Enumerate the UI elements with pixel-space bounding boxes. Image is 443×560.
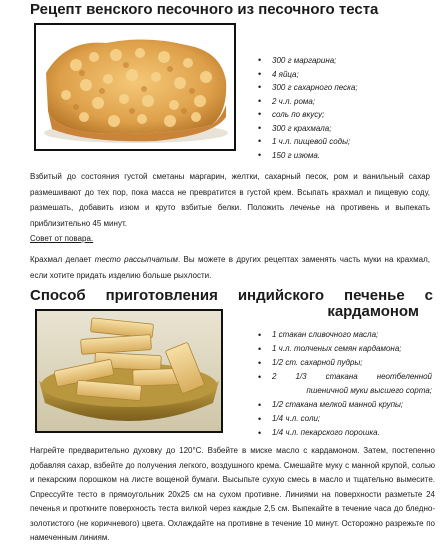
ingredient-word: неотбеленной [376,372,432,381]
title-word: печенье [344,287,405,304]
ingredient-item: • 1/4 ч.л. пекарского порошка. [258,426,438,440]
recipe1-method [30,169,430,231]
ingredient-item: • 1 стакан сливочного масла; [258,328,438,342]
chef-advice-link[interactable]: Совет от повара. [30,234,94,243]
recipe1-ingredient-list [258,54,438,162]
ingredient-word: стакана [325,372,358,381]
ingredient-item: • 1/2 ст. сахарной пудры; [258,356,438,370]
ingredient-item: • 1 ч.л. толченых семян кардамона; [258,342,438,356]
ingredient-item: • 150 г изюма. [258,149,438,163]
ingredient-item: • 1/4 ч.л. соли; [258,412,438,426]
method-text-end: на противень и выпекать приблизительно 45 минут. [30,203,430,228]
chef-advice-text [30,252,430,283]
crumble-cake-illustration [36,25,234,149]
title-line2: кардамоном [327,303,419,320]
cookies-plate-illustration [37,311,221,431]
title-word: индийского [237,287,325,304]
ingredient-item: • 4 яйца; [258,68,438,82]
ingredient-item: • 300 г маргарина; [258,54,438,68]
ingredient-item: • 300 г сахарного песка; [258,81,438,95]
advice-italic: тесто рассыпчатым [94,255,178,264]
ingredient-item: • 300 г крахмала; [258,122,438,136]
ingredient-item: • 2 ч.л. рома; [258,95,438,109]
title-word: Способ [30,287,86,304]
ingredient-item: • соль по вкусу; [258,108,438,122]
advice-text: Крахмал делает [30,255,95,264]
ingredient-line2: пшеничной муки высшего сорта; [306,386,432,395]
ingredient-item: • 1 ч.л. пищевой соды; [258,135,438,149]
recipe2-method: Нагрейте предварительно духовку до 120°C. Взбейте в миске масло с кардамоном. Затем, постепенно добавляя сахар, взбейте до получения легкого, воздушного крема. Смешайте муку с манной крупой, солью и пекарским порошком на листе вощеной бумаги. Высыпьте сухую смесь в масло и тщательно вымесите. Спрессуйте тесто в прямоугольник 20x25 см на сухом противне. Линиями на поверхности разметьте 24 печенья и проткните поверхность теста вилкой через каждые 2,5 см. Выпекайте в течение часа до бледно-золотистого (не коричневого) цвета. Охлаждайте на противне в течение 10 минут. Осторожно разрежьте по намеченным линиям. [30,446,435,542]
title-word: с [424,287,433,304]
ingredient-word: • 2 [272,372,277,381]
ingredient-item: • 1/2 стакана мелкой манной крупы; [258,398,438,412]
method-text: Взбитый до состояния густой сметаны маргарин, желтки, сахарный песок, ром и ванильный сахар размешивают до тех пор, пока масса не превратится в густой крем. Всыпать крахмал и пищевую соду, размешать, добавить изюм и круто взбитые белки. Положить [30,172,430,212]
cardamom-cookies-photo [35,309,223,433]
ingredient-item [258,370,438,398]
recipe2-ingredient-list [258,328,438,440]
title-word: приготовления [105,287,218,304]
ingredient-word: 1/3 [295,372,307,381]
crumble-cake-photo [34,23,236,151]
recipe1-title: Рецепт венского песочного из песочного теста [30,1,379,18]
method-italic: печенье [289,203,321,212]
advice-text-end: . Вы можете в других рецептах заменять часть муки на крахмал, если хотите придать изделию больше рыхлости. [30,255,430,280]
